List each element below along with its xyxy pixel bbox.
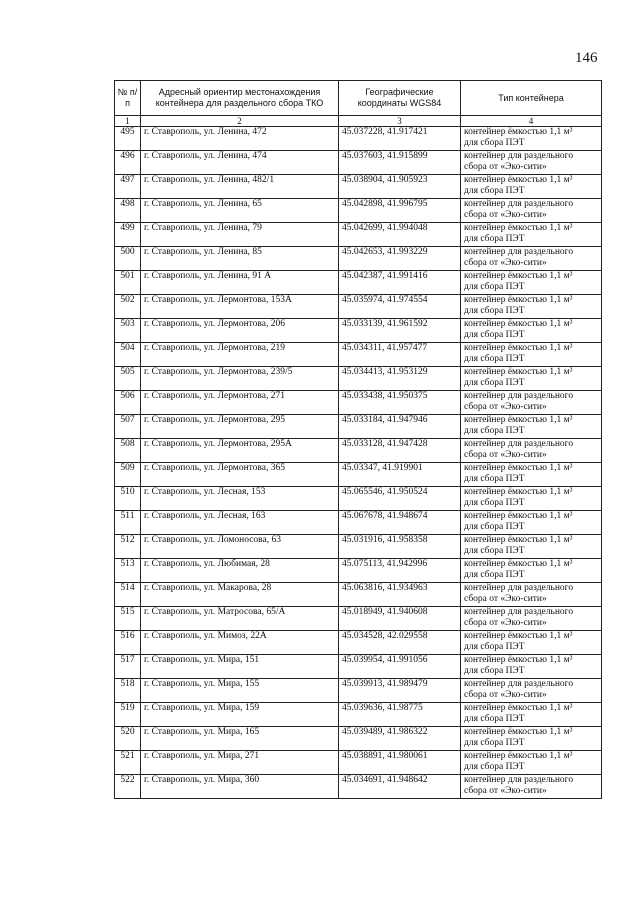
- container-type-line1: контейнер ёмкостью 1,1 м³: [464, 271, 573, 281]
- container-type-line2: для сбора ПЭТ: [464, 738, 525, 748]
- container-type-line1: контейнер ёмкостью 1,1 м³: [464, 727, 573, 737]
- row-address: г. Ставрополь, ул. Мимоз, 22А: [141, 631, 339, 655]
- container-type-line2: сбора от «Эко-сити»: [464, 258, 547, 268]
- row-container-type: [461, 775, 602, 799]
- row-container-type: [461, 247, 602, 271]
- row-coordinates: 45.039636, 41.98775: [339, 703, 461, 727]
- row-coordinates: 45.038891, 41.980061: [339, 751, 461, 775]
- row-coordinates: 45.037603, 41.915899: [339, 151, 461, 175]
- table-row: [115, 367, 602, 391]
- container-type-line1: контейнер для раздельного: [464, 583, 574, 593]
- column-number: 2: [141, 116, 339, 127]
- container-type-line1: контейнер для раздельного: [464, 391, 574, 401]
- table-row: [115, 463, 602, 487]
- column-number: 1: [115, 116, 141, 127]
- row-number: 517: [115, 655, 141, 679]
- row-address: г. Ставрополь, ул. Ломоносова, 63: [141, 535, 339, 559]
- row-number: 499: [115, 223, 141, 247]
- row-number: 519: [115, 703, 141, 727]
- row-number: 505: [115, 367, 141, 391]
- header-container-type: Тип контейнера: [461, 81, 602, 116]
- container-type-line2: для сбора ПЭТ: [464, 426, 525, 436]
- header-address: Адресный ориентир местонахождения контейнера для раздельного сбора ТКО: [141, 81, 339, 116]
- container-type-line2: для сбора ПЭТ: [464, 378, 525, 388]
- row-container-type: [461, 343, 602, 367]
- row-container-type: [461, 583, 602, 607]
- container-type-line1: контейнер ёмкостью 1,1 м³: [464, 295, 573, 305]
- row-container-type: [461, 559, 602, 583]
- table-header: [115, 81, 602, 127]
- table-row: [115, 319, 602, 343]
- row-container-type: [461, 199, 602, 223]
- table-row: [115, 703, 602, 727]
- row-number: 518: [115, 679, 141, 703]
- row-coordinates: 45.039489, 41.986322: [339, 727, 461, 751]
- container-type-line1: контейнер ёмкостью 1,1 м³: [464, 751, 573, 761]
- row-container-type: [461, 223, 602, 247]
- row-coordinates: 45.037228, 41.917421: [339, 127, 461, 151]
- container-type-line2: сбора от «Эко-сити»: [464, 786, 547, 796]
- container-type-line1: контейнер для раздельного: [464, 151, 574, 161]
- row-number: 511: [115, 511, 141, 535]
- table-row: [115, 655, 602, 679]
- row-number: 520: [115, 727, 141, 751]
- container-type-line1: контейнер для раздельного: [464, 247, 574, 257]
- table-row: [115, 151, 602, 175]
- container-type-line2: для сбора ПЭТ: [464, 306, 525, 316]
- row-container-type: [461, 415, 602, 439]
- row-address: г. Ставрополь, ул. Лесная, 163: [141, 511, 339, 535]
- row-coordinates: 45.039913, 41.989479: [339, 679, 461, 703]
- table-row: [115, 511, 602, 535]
- row-coordinates: 45.063816, 41.934963: [339, 583, 461, 607]
- row-coordinates: 45.042387, 41.991416: [339, 271, 461, 295]
- row-number: 496: [115, 151, 141, 175]
- column-number: 3: [339, 116, 461, 127]
- row-address: г. Ставрополь, ул. Ленина, 472: [141, 127, 339, 151]
- row-address: г. Ставрополь, ул. Макарова, 28: [141, 583, 339, 607]
- table-row: [115, 199, 602, 223]
- container-type-line2: сбора от «Эко-сити»: [464, 402, 547, 412]
- container-type-line2: сбора от «Эко-сити»: [464, 210, 547, 220]
- container-type-line2: для сбора ПЭТ: [464, 546, 525, 556]
- row-number: 497: [115, 175, 141, 199]
- container-type-line1: контейнер ёмкостью 1,1 м³: [464, 535, 573, 545]
- row-address: г. Ставрополь, ул. Лермонтова, 219: [141, 343, 339, 367]
- row-coordinates: 45.031916, 41.958358: [339, 535, 461, 559]
- row-number: 514: [115, 583, 141, 607]
- page-number: 146: [575, 50, 598, 66]
- container-type-line1: контейнер для раздельного: [464, 607, 574, 617]
- row-coordinates: 45.042699, 41.994048: [339, 223, 461, 247]
- container-type-line2: сбора от «Эко-сити»: [464, 162, 547, 172]
- row-number: 516: [115, 631, 141, 655]
- row-container-type: [461, 679, 602, 703]
- row-container-type: [461, 631, 602, 655]
- container-type-line2: для сбора ПЭТ: [464, 498, 525, 508]
- container-type-line1: контейнер ёмкостью 1,1 м³: [464, 511, 573, 521]
- container-type-line2: сбора от «Эко-сити»: [464, 594, 547, 604]
- row-coordinates: 45.075113, 41.942996: [339, 559, 461, 583]
- row-number: 498: [115, 199, 141, 223]
- container-type-line1: контейнер ёмкостью 1,1 м³: [464, 487, 573, 497]
- container-type-line2: для сбора ПЭТ: [464, 186, 525, 196]
- row-coordinates: 45.018949, 41.940608: [339, 607, 461, 631]
- row-coordinates: 45.034311, 41.957477: [339, 343, 461, 367]
- table-row: [115, 487, 602, 511]
- row-address: г. Ставрополь, ул. Любимая, 28: [141, 559, 339, 583]
- row-address: г. Ставрополь, ул. Лермонтова, 295А: [141, 439, 339, 463]
- table-row: [115, 343, 602, 367]
- header-coordinates: Географические координаты WGS84: [339, 81, 461, 116]
- container-type-line2: для сбора ПЭТ: [464, 234, 525, 244]
- row-address: г. Ставрополь, ул. Лесная, 153: [141, 487, 339, 511]
- table-row: [115, 439, 602, 463]
- row-container-type: [461, 151, 602, 175]
- row-number: 510: [115, 487, 141, 511]
- row-container-type: [461, 655, 602, 679]
- row-coordinates: 45.034528, 42.029558: [339, 631, 461, 655]
- column-numbers-row: [115, 116, 602, 127]
- row-coordinates: 45.035974, 41.974554: [339, 295, 461, 319]
- column-number: 4: [461, 116, 602, 127]
- row-address: г. Ставрополь, ул. Ленина, 79: [141, 223, 339, 247]
- table-row: [115, 295, 602, 319]
- container-type-line1: контейнер ёмкостью 1,1 м³: [464, 127, 573, 137]
- table-row: [115, 271, 602, 295]
- container-type-line2: сбора от «Эко-сити»: [464, 618, 547, 628]
- row-container-type: [461, 319, 602, 343]
- container-type-line2: для сбора ПЭТ: [464, 666, 525, 676]
- row-coordinates: 45.067678, 41.948674: [339, 511, 461, 535]
- row-address: г. Ставрополь, ул. Мира, 271: [141, 751, 339, 775]
- container-type-line1: контейнер ёмкостью 1,1 м³: [464, 559, 573, 569]
- row-container-type: [461, 607, 602, 631]
- container-type-line1: контейнер для раздельного: [464, 679, 574, 689]
- row-coordinates: 45.033438, 41.950375: [339, 391, 461, 415]
- table-row: [115, 679, 602, 703]
- table-row: [115, 607, 602, 631]
- table-row: [115, 391, 602, 415]
- row-container-type: [461, 295, 602, 319]
- table-row: [115, 631, 602, 655]
- table-row: [115, 559, 602, 583]
- container-type-line1: контейнер ёмкостью 1,1 м³: [464, 175, 573, 185]
- row-coordinates: 45.033139, 41.961592: [339, 319, 461, 343]
- row-address: г. Ставрополь, ул. Ленина, 91 А: [141, 271, 339, 295]
- row-number: 507: [115, 415, 141, 439]
- row-number: 522: [115, 775, 141, 799]
- container-type-line2: для сбора ПЭТ: [464, 522, 525, 532]
- row-address: г. Ставрополь, ул. Лермонтова, 153А: [141, 295, 339, 319]
- row-address: г. Ставрополь, ул. Матросова, 65/А: [141, 607, 339, 631]
- row-container-type: [461, 127, 602, 151]
- row-number: 500: [115, 247, 141, 271]
- container-type-line2: для сбора ПЭТ: [464, 330, 525, 340]
- container-type-line1: контейнер ёмкостью 1,1 м³: [464, 463, 573, 473]
- row-address: г. Ставрополь, ул. Лермонтова, 206: [141, 319, 339, 343]
- table-row: [115, 583, 602, 607]
- table-row: [115, 415, 602, 439]
- container-type-line1: контейнер ёмкостью 1,1 м³: [464, 319, 573, 329]
- container-type-line1: контейнер для раздельного: [464, 775, 574, 785]
- row-coordinates: 45.033128, 41.947428: [339, 439, 461, 463]
- row-coordinates: 45.034691, 41.948642: [339, 775, 461, 799]
- row-coordinates: 45.042653, 41.993229: [339, 247, 461, 271]
- row-address: г. Ставрополь, ул. Лермонтова, 295: [141, 415, 339, 439]
- table-row: [115, 727, 602, 751]
- table-row: [115, 247, 602, 271]
- row-number: 512: [115, 535, 141, 559]
- table-row: [115, 127, 602, 151]
- row-address: г. Ставрополь, ул. Лермонтова, 271: [141, 391, 339, 415]
- row-container-type: [461, 271, 602, 295]
- row-address: г. Ставрополь, ул. Ленина, 482/1: [141, 175, 339, 199]
- container-type-line1: контейнер ёмкостью 1,1 м³: [464, 223, 573, 233]
- container-type-line2: для сбора ПЭТ: [464, 354, 525, 364]
- container-type-line1: контейнер ёмкостью 1,1 м³: [464, 343, 573, 353]
- row-container-type: [461, 439, 602, 463]
- row-number: 503: [115, 319, 141, 343]
- row-container-type: [461, 463, 602, 487]
- row-address: г. Ставрополь, ул. Мира, 155: [141, 679, 339, 703]
- row-number: 513: [115, 559, 141, 583]
- container-type-line2: для сбора ПЭТ: [464, 762, 525, 772]
- row-address: г. Ставрополь, ул. Ленина, 65: [141, 199, 339, 223]
- row-number: 515: [115, 607, 141, 631]
- row-address: г. Ставрополь, ул. Лермонтова, 365: [141, 463, 339, 487]
- table-row: [115, 175, 602, 199]
- container-type-line1: контейнер для раздельного: [464, 439, 574, 449]
- container-registry-table: [114, 80, 602, 799]
- row-container-type: [461, 703, 602, 727]
- container-type-line2: сбора от «Эко-сити»: [464, 690, 547, 700]
- row-container-type: [461, 535, 602, 559]
- container-type-line2: для сбора ПЭТ: [464, 570, 525, 580]
- container-type-line2: для сбора ПЭТ: [464, 138, 525, 148]
- table-row: [115, 535, 602, 559]
- container-type-line1: контейнер ёмкостью 1,1 м³: [464, 367, 573, 377]
- row-address: г. Ставрополь, ул. Ленина, 474: [141, 151, 339, 175]
- row-number: 495: [115, 127, 141, 151]
- row-coordinates: 45.039954, 41.991056: [339, 655, 461, 679]
- row-address: г. Ставрополь, ул. Лермонтова, 239/5: [141, 367, 339, 391]
- container-type-line2: для сбора ПЭТ: [464, 642, 525, 652]
- row-address: г. Ставрополь, ул. Мира, 165: [141, 727, 339, 751]
- row-coordinates: 45.065546, 41.950524: [339, 487, 461, 511]
- container-type-line2: для сбора ПЭТ: [464, 474, 525, 484]
- row-coordinates: 45.034413, 41.953129: [339, 367, 461, 391]
- row-container-type: [461, 727, 602, 751]
- container-type-line1: контейнер для раздельного: [464, 199, 574, 209]
- container-type-line2: сбора от «Эко-сити»: [464, 450, 547, 460]
- row-coordinates: 45.03347, 41.919901: [339, 463, 461, 487]
- row-coordinates: 45.038904, 41.905923: [339, 175, 461, 199]
- row-coordinates: 45.033184, 41.947946: [339, 415, 461, 439]
- table-body: [115, 127, 602, 799]
- row-number: 504: [115, 343, 141, 367]
- row-address: г. Ставрополь, ул. Ленина, 85: [141, 247, 339, 271]
- row-number: 508: [115, 439, 141, 463]
- row-container-type: [461, 751, 602, 775]
- row-address: г. Ставрополь, ул. Мира, 360: [141, 775, 339, 799]
- header-row: [115, 81, 602, 116]
- container-type-line1: контейнер ёмкостью 1,1 м³: [464, 655, 573, 665]
- row-container-type: [461, 175, 602, 199]
- row-number: 521: [115, 751, 141, 775]
- row-number: 501: [115, 271, 141, 295]
- row-container-type: [461, 511, 602, 535]
- row-address: г. Ставрополь, ул. Мира, 159: [141, 703, 339, 727]
- row-number: 502: [115, 295, 141, 319]
- header-number: № п/п: [115, 81, 141, 116]
- table-row: [115, 751, 602, 775]
- container-type-line1: контейнер ёмкостью 1,1 м³: [464, 703, 573, 713]
- container-type-line1: контейнер ёмкостью 1,1 м³: [464, 415, 573, 425]
- container-type-line2: для сбора ПЭТ: [464, 282, 525, 292]
- container-type-line2: для сбора ПЭТ: [464, 714, 525, 724]
- container-type-line1: контейнер ёмкостью 1,1 м³: [464, 631, 573, 641]
- table-row: [115, 223, 602, 247]
- row-number: 506: [115, 391, 141, 415]
- table-row: [115, 775, 602, 799]
- row-number: 509: [115, 463, 141, 487]
- row-coordinates: 45.042898, 41.996795: [339, 199, 461, 223]
- row-container-type: [461, 487, 602, 511]
- row-address: г. Ставрополь, ул. Мира, 151: [141, 655, 339, 679]
- row-container-type: [461, 391, 602, 415]
- row-container-type: [461, 367, 602, 391]
